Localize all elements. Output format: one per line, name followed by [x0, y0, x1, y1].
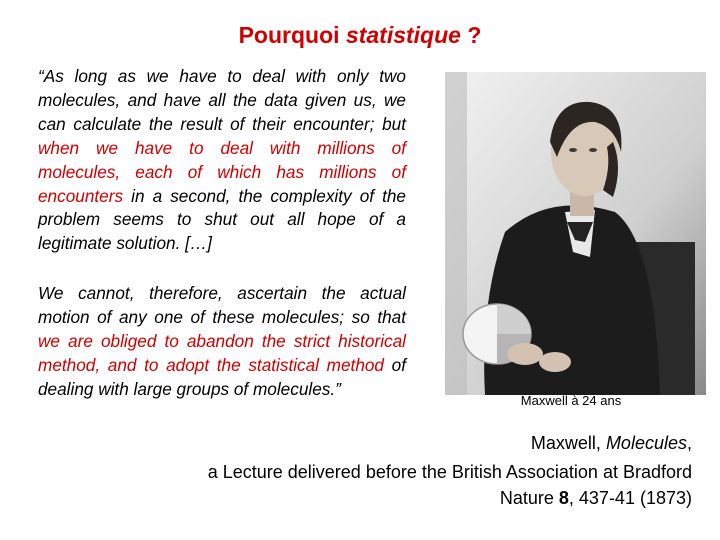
quote1-text-b: in a second, the complexity of the problem seems to shut out all hope of a legitimate solution. […] [38, 185, 406, 254]
quote1-highlight: when we have to deal with millions of molecules, each of which has millions of encounters [38, 137, 406, 206]
quote1-text-a: “As long as we have to deal with only two molecules, and have all the data given us, we can calculate the result of their encounter; but [38, 66, 406, 134]
quote-paragraph-2 [38, 282, 406, 402]
title-prefix: Pourquoi [238, 22, 346, 48]
ref-author: Maxwell, [530, 433, 606, 453]
ref-volume: 8 [558, 488, 569, 508]
quote2-text-a: We cannot, therefore, ascertain the actual motion of any one of these molecules; so that [38, 283, 406, 327]
slide-title [0, 22, 720, 49]
ref-comma: , [686, 433, 692, 453]
ref-pages-year: , 437-41 (1873) [568, 488, 692, 508]
reference-line-3 [500, 487, 692, 510]
ref-work-title: Molecules [605, 433, 687, 453]
quote-paragraph-1 [38, 65, 406, 256]
maxwell-portrait [445, 72, 706, 395]
photo-caption: Maxwell à 24 ans [520, 393, 622, 408]
quote2-highlight: we are obliged to abandon the strict historical method, and to adopt the statistical method [38, 330, 406, 375]
reference-line-2: a Lecture delivered before the British Association at Bradford [207, 462, 692, 482]
title-suffix: ? [460, 22, 482, 48]
portrait-image [445, 72, 706, 395]
ref-journal: Nature [499, 488, 559, 508]
title-emphasis: statistique [345, 22, 461, 48]
reference-line-1 [531, 432, 692, 455]
quote2-text-b: of dealing with large groups of molecules.” [38, 354, 406, 399]
